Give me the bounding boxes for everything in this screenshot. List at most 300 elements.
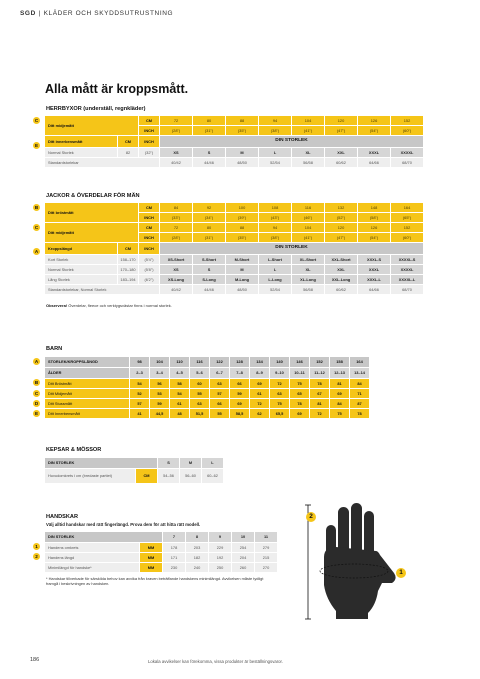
size-cell: XS [160,265,192,274]
size-cell: XL-Long [292,275,324,284]
size-cell: 60/62 [325,285,357,294]
size-cell: M [226,265,258,274]
table-cell: 61 [170,399,189,408]
table-cell: 66 [210,399,229,408]
table-cell: 152 [391,223,423,232]
table-row [45,553,277,562]
size-cell: XL-Short [292,255,324,264]
table-cell: 58 [170,379,189,388]
table-cell: 192 [209,553,231,562]
size-cell: 152 [310,357,329,367]
unit-mm: MM [140,563,162,572]
table-cell: (54") [358,126,390,135]
size-cell: XXXL [358,148,390,157]
your-size-header: DIN STORLEK [45,532,162,542]
size-cell: S-Short [193,255,225,264]
badge-c: C [34,118,39,123]
table-cell: 60 [190,379,209,388]
section-title-handskar: HANDSKAR [46,514,79,520]
table-cell: 72 [160,223,192,232]
row-label: Normal Storlek [45,148,117,157]
size-cell: 11 [255,532,277,542]
age-cell: 5–6 [190,368,209,378]
table-cell: 178 [163,543,185,552]
table-cell: 72 [270,379,289,388]
size-cell: 134 [250,357,269,367]
table-cell: 60–62 [202,469,223,483]
table-row [45,389,369,398]
table-cell: 229 [209,543,231,552]
size-cell: 48/50 [226,285,258,294]
size-cell: 48/50 [226,158,258,167]
table-cell: 126 [358,223,390,232]
row-label: Handens omkrets [45,543,139,552]
size-cell: XXXXL-L [391,275,423,284]
row-label: Kort Storlek [45,255,117,264]
table-cell: 69 [250,379,269,388]
table-cell: 215 [255,553,277,562]
inseam-label: Ditt innerbensmått [45,136,117,147]
row-label: Ditt Midjemått [45,389,129,398]
table-cell: (35") [226,233,258,242]
age-cell: 3–4 [150,368,169,378]
size-cell: L [202,458,223,468]
badge-e: E [34,143,39,148]
height-label: Kroppslängd [45,243,117,254]
section-title-herrbyxor: HERRBYXOR (underställ, regnkläder) [46,106,146,112]
table-row [45,368,369,378]
size-cell: M [180,458,201,468]
table-cell: 57 [130,399,149,408]
table-cell: (41") [292,233,324,242]
unit-mm: MM [140,553,162,562]
table-cell: 104 [292,116,324,125]
table-cell: (47") [325,126,357,135]
table-row [45,223,423,232]
your-size-header: DIN STORLEK [45,458,157,468]
size-cell: L [259,148,291,157]
table-row [45,409,369,418]
size-cell: 52/54 [259,285,291,294]
badge-d: D [34,401,39,406]
table-cell: 62 [250,409,269,418]
table-row [45,563,277,572]
size-cell: 128 [230,357,249,367]
size-cell: 104 [150,357,169,367]
table-cell: 78 [290,399,309,408]
table-row [45,285,423,294]
table-cell: 240 [186,563,208,572]
table-cell: 148 [358,203,390,212]
table-cell: 84 [330,399,349,408]
waist-label: Ditt midjemått [45,223,138,242]
row-label: Ditt Stussmått [45,399,129,408]
size-cell: 44/46 [193,158,225,167]
table-cell: 260 [232,563,254,572]
unit-cm: CM [118,243,138,254]
your-size-header: DIN STORLEK [160,243,423,254]
table-cell: 54 [130,379,149,388]
table-cell: 63 [190,399,209,408]
unit-cm: CM [118,136,138,147]
unit-mm: MM [140,543,162,552]
table-cell: 63 [210,379,229,388]
size-cell: XXXXL-S [391,255,423,264]
table-cell: 78 [310,379,329,388]
table-cell: 81 [330,379,349,388]
table-cell: 69 [230,399,249,408]
table-row [45,255,423,264]
size-cell: XXL-Long [325,275,357,284]
table-cell: 55 [210,409,229,418]
size-cell: 60/62 [325,158,357,167]
size-cell: 40/42 [160,158,192,167]
table-cell: 75 [290,379,309,388]
unit-inch: INCH [139,243,159,254]
table-cell: (54") [358,233,390,242]
jackor-table [44,202,424,295]
table-cell: (41") [292,126,324,135]
table-row [45,158,423,167]
brand: SGD [20,10,36,17]
size-cell: M [226,148,258,157]
table-cell: 65,5 [270,409,289,418]
table-row [45,357,369,367]
table-cell: 78 [350,409,369,418]
note-text: Överdelar, fleece och verktygsvästar finns i normal storlek. [67,303,172,308]
size-cell: XXL [325,265,357,274]
row-label: Ditt Bröstmått [45,379,129,388]
page-number: 186 [30,657,40,663]
size-cell: 98 [130,357,149,367]
handskar-footnote: * Handskar tillverkade för särskilda behov kan avvika från kraven beträffande handskens minimilängd. Avvikelsen måste tydligt framgå i beskrivningen av handsken. [46,576,264,587]
table-cell: (31") [193,126,225,135]
size-cell: 64/66 [358,285,390,294]
size-cell: 164 [350,357,369,367]
table-cell: 63 [270,389,289,398]
table-cell: 183–194 [118,275,138,284]
unit-cm: CM [139,116,159,125]
size-cell: 64/66 [358,158,390,167]
unit-inch: INCH [139,213,159,222]
table-cell: 51,5 [190,409,209,418]
table-cell: 54–56 [158,469,179,483]
table-cell: (28") [160,126,192,135]
age-header: ÅLDER [45,368,129,378]
table-cell: 65 [290,389,309,398]
unit-cm: CM [139,203,159,212]
table-cell: 59 [150,399,169,408]
table-cell: 52 [130,389,149,398]
badge-e: E [34,411,39,416]
herrbyxor-table [44,115,424,168]
table-cell: 164 [391,203,423,212]
age-cell: 8–9 [250,368,269,378]
table-cell: 132 [325,203,357,212]
footer-text: Lokala avvikelser kan förekomma, vissa produkter är beställningsvaror. [148,659,283,664]
size-cell: L-Long [259,275,291,284]
unit-cm: CM [139,223,159,232]
table-cell: 116 [292,203,324,212]
table-cell: (35") [226,126,258,135]
table-cell: 94 [259,223,291,232]
section-title-jackor: JACKOR & ÖVERDELAR FÖR MÄN [46,193,140,199]
table-cell: 66 [230,379,249,388]
size-cell: M-Short [226,255,258,264]
page-title: Alla mått är kroppsmått. [45,82,189,96]
table-cell: 230 [163,563,185,572]
table-cell: 41 [130,409,149,418]
badge-1: 1 [33,543,40,550]
table-cell: 72 [250,399,269,408]
table-cell: (60") [391,233,423,242]
table-cell: 53 [150,389,169,398]
table-cell: 170–180 [118,265,138,274]
size-cell: 40/42 [160,285,192,294]
waist-label: Ditt midjemått [45,116,138,135]
header-title: KLÄDER OCH SKYDDSUTRUSTNING [43,10,174,17]
table-row [45,275,423,284]
size-cell: S [193,265,225,274]
table-cell: 108 [259,203,291,212]
jackor-note [46,303,172,308]
section-title-barn: BARN [46,346,63,352]
table-row [45,136,423,147]
table-cell: (34") [193,213,225,222]
table-cell: 182 [186,553,208,562]
table-row [45,148,423,157]
table-cell: (5'8") [139,265,159,274]
age-cell: 12–13 [330,368,349,378]
size-cell: XL [292,148,324,157]
table-cell: (6'2") [139,275,159,284]
table-cell: (52") [325,213,357,222]
table-cell: (58") [358,213,390,222]
badge-b: B [34,205,39,210]
table-cell: 84 [350,379,369,388]
table-cell: 58,5 [230,409,249,418]
table-cell: (47") [325,233,357,242]
table-cell: 81 [310,399,329,408]
badge-c: C [34,225,39,230]
table-cell: 44,5 [150,409,169,418]
age-cell: 6–7 [210,368,229,378]
size-cell: 9 [209,532,231,542]
size-cell: M-Long [226,275,258,284]
size-cell: XXXL [358,265,390,274]
table-cell: 55 [190,389,209,398]
table-row [45,379,369,388]
age-cell: 13–14 [350,368,369,378]
table-row [45,543,277,552]
table-row [45,458,223,468]
table-cell: 80 [193,223,225,232]
table-cell: 67 [310,389,329,398]
size-cell: 122 [210,357,229,367]
table-cell: (43") [259,213,291,222]
hand-label-2: 2 [306,512,316,522]
table-cell: 75 [330,409,349,418]
size-cell: 146 [290,357,309,367]
table-cell: (65") [391,213,423,222]
handskar-table [44,531,278,573]
row-label: Ditt Innerbensmått [45,409,129,418]
size-cell: 44/46 [193,285,225,294]
table-cell: 56–60 [180,469,201,483]
table-cell: (60") [391,126,423,135]
page-header [20,10,173,17]
table-cell: 203 [186,543,208,552]
table-cell: 57 [210,389,229,398]
size-cell: XXL [325,148,357,157]
table-cell: (28") [160,233,192,242]
size-cell: 8 [186,532,208,542]
table-cell: 158–170 [118,255,138,264]
table-cell: 69 [290,409,309,418]
kepsar-table [44,457,224,484]
table-row [45,203,423,212]
size-cell: 68/70 [391,285,423,294]
table-row [45,532,277,542]
size-cell: XS [160,148,192,157]
table-cell: 250 [209,563,231,572]
badge-2: 2 [33,553,40,560]
age-cell: 10–11 [290,368,309,378]
hand-label-1: 1 [396,568,406,578]
table-cell: 204 [232,553,254,562]
table-cell: 94 [259,116,291,125]
badge-a: A [34,249,39,254]
table-cell: 54 [170,389,189,398]
header-separator: | [38,10,42,17]
table-cell: 88 [226,223,258,232]
size-cell: 7 [163,532,185,542]
row-label: Minimilängd för handske* [45,563,139,572]
row-label: Huvudomkrets i cm (bredaste partiet) [45,469,135,483]
section-title-kepsar: KEPSAR & MÖSSOR [46,447,102,453]
row-label: Standardstorlekar, Normal Storlek [45,285,159,294]
table-cell: 75 [270,399,289,408]
row-label: Handens längd [45,553,139,562]
note-bold: Observera! [46,303,68,308]
size-cell: XL [292,265,324,274]
size-cell: 110 [170,357,189,367]
size-cell: 140 [270,357,289,367]
table-cell: 48 [170,409,189,418]
size-cell: S-Long [193,275,225,284]
row-label: Lång Storlek [45,275,117,284]
table-cell: 71 [350,389,369,398]
size-cell: 68/70 [391,158,423,167]
table-cell: 254 [232,543,254,552]
table-cell: 270 [255,563,277,572]
table-cell: 82 [118,148,138,157]
table-cell: 72 [310,409,329,418]
size-height-header: STORLEK/KROPPSLÄNGD [45,357,129,367]
unit-inch: INCH [139,126,159,135]
size-cell: 10 [232,532,254,542]
chest-label: Ditt bröstmått [45,203,138,222]
size-cell: XXXL-S [358,255,390,264]
row-label: Standardstorlekar [45,158,159,167]
table-cell: 59 [230,389,249,398]
your-size-header: DIN STORLEK [160,136,423,147]
table-row [45,243,423,254]
row-label: Normal Storlek [45,265,117,274]
hand-measure-icon [296,495,416,625]
table-cell: 171 [163,553,185,562]
age-cell: 7–8 [230,368,249,378]
table-cell: 104 [292,223,324,232]
table-cell: 61 [250,389,269,398]
size-cell: XS-Short [160,255,192,264]
age-cell: 11–12 [310,368,329,378]
table-cell: (38") [259,126,291,135]
badge-b: B [34,380,39,385]
size-cell: 116 [190,357,209,367]
age-cell: 9–10 [270,368,289,378]
table-cell: 120 [325,116,357,125]
size-cell: S [158,458,179,468]
size-cell: L [259,265,291,274]
unit-cm: CM [136,469,157,483]
table-row [45,469,223,483]
table-cell: 100 [226,203,258,212]
unit-inch: INCH [139,136,159,147]
handskar-subtitle: Välj alltid handskar med rätt fingerlängd. Prova dem för att hitta rätt modell. [46,522,201,527]
age-cell: 2–3 [130,368,149,378]
barn-table [44,356,370,419]
table-cell: 69 [330,389,349,398]
table-cell: 84 [160,203,192,212]
table-cell: 72 [160,116,192,125]
size-cell: XXL-Short [325,255,357,264]
table-row [45,265,423,274]
size-cell: 56/58 [292,158,324,167]
table-cell: (33") [160,213,192,222]
size-cell: 52/54 [259,158,291,167]
table-cell: 279 [255,543,277,552]
badge-c: C [34,391,39,396]
table-cell: (39") [226,213,258,222]
table-cell: 88 [226,116,258,125]
table-cell: (46") [292,213,324,222]
table-cell: (38") [259,233,291,242]
table-cell: (31") [193,233,225,242]
table-cell: 80 [193,116,225,125]
table-cell: 120 [325,223,357,232]
size-cell: S [193,148,225,157]
age-cell: 4–5 [170,368,189,378]
unit-inch: INCH [139,233,159,242]
table-cell: 92 [193,203,225,212]
size-cell: XXXXL [391,148,423,157]
table-row [45,399,369,408]
table-cell: 126 [358,116,390,125]
size-cell: XXXXL [391,265,423,274]
size-cell: 158 [330,357,349,367]
size-cell: XS-Long [160,275,192,284]
badge-a: A [34,359,39,364]
size-cell: XXXL-L [358,275,390,284]
table-row [45,116,423,125]
table-cell: (5'4") [139,255,159,264]
table-cell: 56 [150,379,169,388]
size-cell: 56/58 [292,285,324,294]
table-cell: 87 [350,399,369,408]
table-cell: 152 [391,116,423,125]
table-cell: (32") [139,148,159,157]
